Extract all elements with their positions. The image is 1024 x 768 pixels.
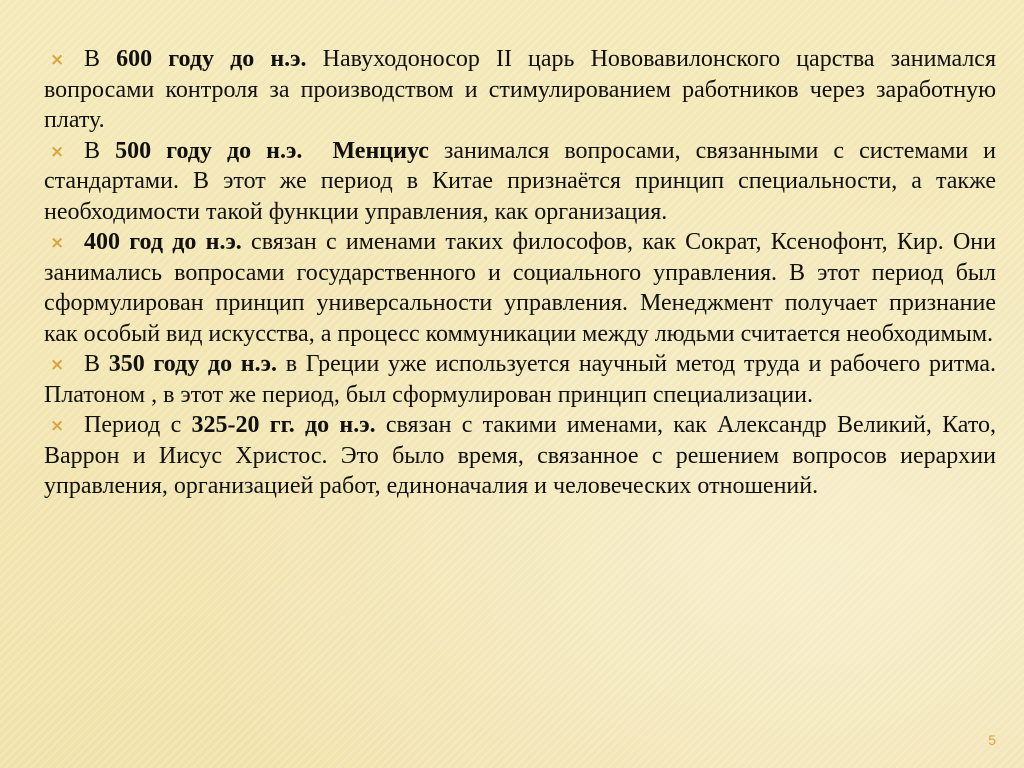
bullet-text-post: занимался вопросами, связанными с системами и стандартами. В этот же период в Китае признаётся принцип специальности, а также необходимости такой функции управления, как организация. — [44, 137, 996, 225]
bullet-x-icon: × — [50, 50, 65, 70]
bullet-date: 500 году до н.э. — [115, 137, 303, 164]
bullet-text-pre: Период с — [84, 412, 192, 438]
bullet-text-post: связан с такими именами, как Александр Великий, Като, Варрон и Иисус Христос. Это было время, связанное с решением вопросов иерархии управления, организацией работ, единоначалия и человеческих отношений. — [44, 412, 996, 499]
bullet-text-post: Навуходоносор II царь Нововавилонского царства занимался вопросами контроля за производством и стимулированием работников через заработную плату. — [44, 46, 996, 133]
bullet-date: 350 году до н.э. — [108, 351, 277, 377]
bullet-item-600bc — [44, 44, 996, 136]
bullet-text-post: в Греции уже используется научный метод труда и рабочего ритма. Платоном , в этот же период, был сформулирован принцип специализации. — [44, 351, 997, 408]
bullet-item-500bc — [44, 136, 996, 228]
bullet-text-pre: В — [84, 351, 109, 377]
bullet-x-icon: × — [50, 355, 65, 375]
bullet-x-icon: × — [50, 233, 65, 253]
bullet-date: 325-20 гг. до н.э. — [191, 412, 376, 438]
bullet-name: Менциус — [332, 137, 429, 164]
bullet-text-mid — [302, 138, 332, 164]
bullet-date: 600 году до н.э. — [116, 46, 307, 72]
bullet-date: 400 год до н.э. — [84, 229, 242, 255]
bullet-item-400bc — [44, 227, 996, 349]
bullet-item-350bc — [44, 349, 996, 410]
page-number: 5 — [988, 732, 996, 748]
bullet-text-pre: В — [84, 137, 116, 164]
bullet-text-pre: В — [84, 46, 117, 72]
bullet-x-icon: × — [50, 416, 65, 436]
bullet-x-icon: × — [50, 141, 65, 162]
bullet-text-post: связан с именами таких философов, как Сократ, Ксенофонт, Кир. Они занимались вопросами государственного и социального управления. В этот период был сформулирован принцип универсальности управления. Менеджмент получает признание как особый вид искусства, а процесс коммуникации между людьми считается необходимым. — [44, 229, 996, 347]
bullet-item-325-20bc — [44, 410, 996, 502]
slide-body — [44, 44, 996, 502]
